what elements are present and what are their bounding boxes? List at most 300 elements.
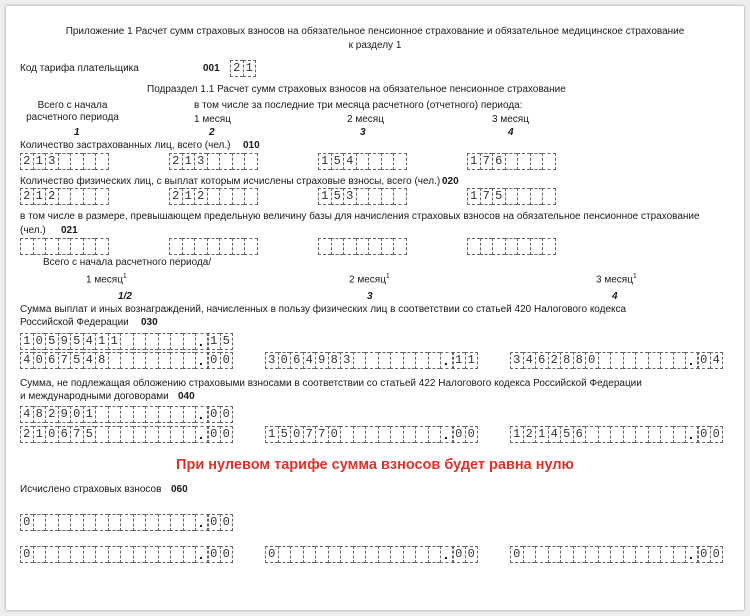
row040-m2-sep: . [444, 426, 448, 442]
digit-cell [378, 546, 391, 563]
digit-cell [83, 514, 96, 531]
row020-m3-cells[interactable] [467, 188, 556, 205]
row030-m2-int[interactable] [265, 352, 454, 369]
digit-cell: 6 [573, 426, 586, 443]
row040-label1: Сумма, не подлежащая обложению страховыми взносами в соответствии со статьей 422 Налогового кодекса Российской Федерации [20, 378, 642, 389]
digit-cell [390, 426, 403, 443]
digit-cell: 8 [33, 406, 46, 423]
digit-cell: 6 [58, 426, 71, 443]
digit-cell [673, 352, 686, 369]
digit-cell [428, 546, 441, 563]
digit-cell: 1 [33, 188, 46, 205]
digit-cell: 5 [331, 153, 344, 170]
digit-cell [393, 153, 407, 170]
digit-cell [290, 546, 303, 563]
digit-cell [244, 188, 258, 205]
digit-cell [328, 546, 341, 563]
digit-cell [523, 546, 536, 563]
row030-total-dec[interactable] [207, 333, 233, 350]
col-month3: 3 месяц [492, 114, 529, 125]
digit-cell: 0 [290, 426, 303, 443]
digit-cell: 2 [45, 406, 58, 423]
digit-cell: 5 [70, 352, 83, 369]
col-num-3: 3 [360, 127, 366, 138]
digit-cell [133, 352, 146, 369]
digit-cell: 7 [303, 426, 316, 443]
digit-cell: 2 [548, 352, 561, 369]
row040-total-dec[interactable] [207, 406, 233, 423]
digit-cell [353, 546, 366, 563]
digit-cell: 0 [585, 352, 598, 369]
digit-cell: 4 [523, 352, 536, 369]
digit-cell [70, 188, 83, 205]
digit-cell [95, 188, 109, 205]
digit-cell [232, 238, 245, 255]
digit-cell [660, 352, 673, 369]
digit-cell [45, 514, 58, 531]
digit-cell: 2 [194, 188, 207, 205]
digit-cell: 2 [20, 188, 33, 205]
row030-total-sep: . [199, 333, 203, 349]
digit-cell [70, 514, 83, 531]
row020-m1-cells[interactable] [169, 188, 258, 205]
digit-cell: 0 [697, 546, 710, 563]
digit-cell [381, 188, 394, 205]
row030-total-int[interactable] [20, 333, 209, 350]
digit-cell [108, 546, 121, 563]
digit-cell [58, 238, 71, 255]
row020-label: Количество физических лиц, с выплат которым исчислены страховые взносы, всего (чел.) [20, 176, 441, 187]
digit-cell: 3 [340, 352, 353, 369]
row040-m1-sep: . [199, 426, 203, 442]
row040-code: 040 [178, 391, 195, 402]
digit-cell [120, 352, 133, 369]
digit-cell [133, 406, 146, 423]
digit-cell [585, 426, 598, 443]
digit-cell [573, 546, 586, 563]
money-month2-sup: 1 [385, 273, 390, 280]
digit-cell [548, 546, 561, 563]
digit-cell [610, 352, 623, 369]
row040-m3-sep: . [689, 426, 693, 442]
digit-cell [95, 153, 109, 170]
digit-cell [207, 188, 220, 205]
digit-cell: 9 [58, 333, 71, 350]
months-caption: в том числе за последние три месяца расчетного (отчетного) периода: [194, 100, 523, 111]
digit-cell: 4 [710, 352, 724, 369]
digit-cell: 8 [95, 352, 108, 369]
money-month1-text: 1 месяц [86, 274, 123, 286]
digit-cell [535, 546, 548, 563]
digit-cell [403, 546, 416, 563]
digit-cell: 4 [83, 352, 96, 369]
digit-cell [170, 546, 183, 563]
digit-cell: 0 [33, 333, 46, 350]
digit-cell: 7 [480, 188, 493, 205]
digit-cell [415, 546, 428, 563]
digit-cell [530, 238, 543, 255]
digit-cell [542, 153, 556, 170]
digit-cell [158, 352, 171, 369]
row060-m2-int[interactable] [265, 546, 454, 563]
tariff-cells[interactable] [230, 60, 256, 77]
row060-m1-sep: . [199, 546, 203, 562]
digit-cell [58, 188, 71, 205]
digit-cell: 3 [45, 153, 58, 170]
row040-total-sep: . [199, 406, 203, 422]
row060-total-int[interactable] [20, 514, 209, 531]
row040-total-int[interactable] [20, 406, 209, 423]
form-title-line1: Приложение 1 Расчет сумм страховых взносов на обязательное пенсионное страхование и обязательное медицинское страхование [65, 26, 685, 37]
digit-cell [428, 426, 441, 443]
digit-cell [58, 514, 71, 531]
digit-cell [340, 546, 353, 563]
row021-code: 021 [61, 225, 78, 236]
digit-cell: 0 [45, 426, 58, 443]
digit-cell: 1 [318, 188, 331, 205]
col-month1: 1 месяц [194, 114, 231, 125]
digit-cell [170, 426, 183, 443]
digit-cell: 1 [83, 406, 96, 423]
digit-cell [353, 426, 366, 443]
digit-cell [133, 333, 146, 350]
digit-cell [403, 426, 416, 443]
digit-cell: 1 [467, 188, 480, 205]
digit-cell: 0 [697, 426, 710, 443]
digit-cell [207, 238, 220, 255]
digit-cell [381, 238, 394, 255]
row010-m2-cells[interactable] [318, 153, 407, 170]
col-month2: 2 месяц [347, 114, 384, 125]
digit-cell: 4 [303, 352, 316, 369]
digit-cell [278, 546, 291, 563]
digit-cell: 4 [20, 406, 33, 423]
row040-m3-dec[interactable] [697, 426, 723, 443]
digit-cell: 0 [207, 514, 220, 531]
money-num-12: 1/2 [118, 291, 132, 302]
row010-m3-cells[interactable] [467, 153, 556, 170]
zero-tariff-note: При нулевом тарифе сумма взносов будет равна нулю [176, 457, 574, 473]
digit-cell [610, 426, 623, 443]
digit-cell: 8 [573, 352, 586, 369]
row040-m1-dec[interactable] [207, 426, 233, 443]
digit-cell [232, 153, 245, 170]
digit-cell [492, 238, 505, 255]
digit-cell [95, 238, 109, 255]
digit-cell: 2 [20, 153, 33, 170]
row060-total-sep: . [199, 514, 203, 530]
digit-cell [219, 188, 232, 205]
digit-cell [343, 238, 356, 255]
col-num-2: 2 [209, 127, 215, 138]
col-num-4: 4 [508, 127, 514, 138]
digit-cell [303, 546, 316, 563]
digit-cell [158, 426, 171, 443]
digit-cell [356, 153, 369, 170]
digit-cell: 0 [70, 406, 83, 423]
digit-cell: 1 [182, 153, 195, 170]
digit-cell [108, 406, 121, 423]
digit-cell [368, 153, 381, 170]
digit-cell [219, 238, 232, 255]
digit-cell [356, 188, 369, 205]
row021-label2: (чел.) [20, 225, 46, 236]
digit-cell [598, 546, 611, 563]
digit-cell [33, 546, 46, 563]
row060-total-dec[interactable] [207, 514, 233, 531]
digit-cell [623, 426, 636, 443]
digit-cell [145, 333, 158, 350]
digit-cell: 1 [182, 188, 195, 205]
digit-cell [530, 153, 543, 170]
digit-cell [133, 546, 146, 563]
digit-cell [158, 514, 171, 531]
digit-cell [45, 546, 58, 563]
row030-m3-dec[interactable] [697, 352, 723, 369]
row040-m1-int[interactable] [20, 426, 209, 443]
digit-cell [158, 406, 171, 423]
money-num-3: 3 [367, 291, 373, 302]
row020-m2-cells[interactable] [318, 188, 407, 205]
row030-m1-sep: . [199, 352, 203, 368]
digit-cell [635, 546, 648, 563]
row021-m3-cells[interactable] [467, 238, 556, 255]
digit-cell [244, 238, 258, 255]
digit-cell: 0 [710, 546, 724, 563]
digit-cell [58, 153, 71, 170]
digit-cell: 7 [315, 426, 328, 443]
digit-cell: 2 [45, 188, 58, 205]
digit-cell: 1 [108, 333, 121, 350]
digit-cell [623, 546, 636, 563]
digit-cell: 5 [278, 426, 291, 443]
digit-cell [598, 426, 611, 443]
digit-cell [378, 352, 391, 369]
digit-cell [95, 546, 108, 563]
row021-label: в том числе в размере, превышающем предельную величину базы для начисления страховых взносов на обязательное пенсионное страхование [20, 211, 700, 222]
digit-cell: 2 [20, 426, 33, 443]
digit-cell [318, 238, 331, 255]
digit-cell: 1 [452, 352, 465, 369]
digit-cell: 1 [243, 60, 257, 77]
money-month3-text: 3 месяц [596, 274, 633, 286]
row020-code: 020 [442, 176, 459, 187]
digit-cell: 0 [697, 352, 710, 369]
form-title-line2: к разделу 1 [348, 40, 402, 51]
digit-cell: 8 [560, 352, 573, 369]
digit-cell [95, 514, 108, 531]
digit-cell [365, 546, 378, 563]
money-month3 [596, 271, 637, 286]
digit-cell [58, 546, 71, 563]
row010-label: Количество застрахованных лиц, всего (чел.) [20, 140, 231, 151]
row010-code: 010 [243, 140, 260, 151]
digit-cell: 5 [70, 333, 83, 350]
digit-cell: 0 [220, 426, 234, 443]
digit-cell: 1 [510, 426, 523, 443]
digit-cell: 1 [265, 426, 278, 443]
digit-cell: 0 [33, 352, 46, 369]
digit-cell [390, 546, 403, 563]
digit-cell [120, 426, 133, 443]
digit-cell [542, 238, 556, 255]
digit-cell [673, 546, 686, 563]
digit-cell [145, 426, 158, 443]
digit-cell [660, 426, 673, 443]
digit-cell: 6 [492, 153, 505, 170]
digit-cell [530, 188, 543, 205]
row030-m2-sep: . [444, 352, 448, 368]
row060-m2-dec[interactable] [452, 546, 478, 563]
digit-cell [660, 546, 673, 563]
digit-cell: 8 [328, 352, 341, 369]
digit-cell: 0 [207, 546, 220, 563]
digit-cell: 2 [169, 153, 182, 170]
row010-m1-cells[interactable] [169, 153, 258, 170]
digit-cell [108, 352, 121, 369]
digit-cell [232, 188, 245, 205]
digit-cell: 0 [220, 406, 234, 423]
digit-cell [505, 188, 518, 205]
digit-cell: 0 [710, 426, 724, 443]
digit-cell [635, 352, 648, 369]
row020-total-cells[interactable] [20, 188, 109, 205]
digit-cell: 0 [328, 426, 341, 443]
row030-m1-int[interactable] [20, 352, 209, 369]
digit-cell [542, 188, 556, 205]
digit-cell: 0 [465, 426, 479, 443]
digit-cell [158, 333, 171, 350]
digit-cell: 0 [20, 514, 33, 531]
digit-cell [365, 352, 378, 369]
row030-m3-int[interactable] [510, 352, 699, 369]
row040-m3-int[interactable] [510, 426, 699, 443]
digit-cell [183, 406, 196, 423]
row040-m2-dec[interactable] [452, 426, 478, 443]
digit-cell [120, 333, 133, 350]
row021-m2-cells[interactable] [318, 238, 407, 255]
tariff-code: 001 [203, 63, 220, 74]
digit-cell: 1 [318, 153, 331, 170]
digit-cell: 1 [465, 352, 479, 369]
row060-m1-dec[interactable] [207, 546, 233, 563]
digit-cell [183, 352, 196, 369]
row030-code: 030 [141, 317, 158, 328]
digit-cell [610, 546, 623, 563]
row030-m3-sep: . [689, 352, 693, 368]
row021-m1-cells[interactable] [169, 238, 258, 255]
digit-cell [83, 546, 96, 563]
digit-cell [623, 352, 636, 369]
digit-cell [585, 546, 598, 563]
digit-cell [158, 546, 171, 563]
row060-code: 060 [171, 484, 188, 495]
digit-cell [415, 352, 428, 369]
digit-cell [83, 153, 96, 170]
digit-cell [169, 238, 182, 255]
digit-cell [467, 238, 480, 255]
digit-cell [517, 153, 530, 170]
digit-cell [83, 238, 96, 255]
digit-cell [33, 238, 46, 255]
digit-cell [635, 426, 648, 443]
digit-cell: 2 [169, 188, 182, 205]
money-total-label: Всего с начала расчетного периода/ [43, 257, 212, 268]
row060-m3-dec[interactable] [697, 546, 723, 563]
row040-label2: и международными договорами [20, 391, 169, 402]
digit-cell: 0 [207, 406, 220, 423]
row030-m1-dec[interactable] [207, 352, 233, 369]
digit-cell [95, 426, 108, 443]
digit-cell [70, 153, 83, 170]
digit-cell: 2 [230, 60, 243, 77]
digit-cell: 5 [220, 333, 234, 350]
digit-cell: 0 [220, 352, 234, 369]
row030-m2-dec[interactable] [452, 352, 478, 369]
digit-cell [95, 406, 108, 423]
digit-cell: 4 [20, 352, 33, 369]
digit-cell [517, 188, 530, 205]
row060-m3-int[interactable] [510, 546, 699, 563]
money-month1-sup: 1 [122, 273, 127, 280]
digit-cell [331, 238, 344, 255]
row010-total-cells[interactable] [20, 153, 109, 170]
money-month2-text: 2 месяц [349, 274, 386, 286]
digit-cell [170, 406, 183, 423]
digit-cell: 3 [510, 352, 523, 369]
digit-cell [45, 238, 58, 255]
row030-label1: Сумма выплат и иных вознаграждений, начисленных в пользу физических лиц в соответствии со статьей 420 Налогового кодекса [20, 304, 627, 315]
digit-cell [145, 406, 158, 423]
col-num-1: 1 [74, 127, 80, 138]
col-total-label-1: Всего с начала [37, 100, 108, 111]
digit-cell: 6 [45, 352, 58, 369]
digit-cell: 0 [452, 426, 465, 443]
digit-cell [170, 514, 183, 531]
digit-cell [365, 426, 378, 443]
digit-cell [207, 153, 220, 170]
digit-cell [517, 238, 530, 255]
digit-cell [183, 546, 196, 563]
digit-cell: 1 [95, 333, 108, 350]
row060-m3-sep: . [689, 546, 693, 562]
digit-cell [393, 188, 407, 205]
digit-cell [145, 352, 158, 369]
digit-cell: 3 [194, 153, 207, 170]
digit-cell: 4 [343, 153, 356, 170]
digit-cell: 0 [465, 546, 479, 563]
digit-cell: 1 [20, 333, 33, 350]
digit-cell: 4 [548, 426, 561, 443]
row060-m1-int[interactable] [20, 546, 209, 563]
subsection-title: Подраздел 1.1 Расчет сумм страховых взносов на обязательное пенсионное страхование [147, 84, 566, 95]
digit-cell: 1 [33, 426, 46, 443]
row060-label: Исчислено страховых взносов [20, 484, 162, 495]
digit-cell [194, 238, 207, 255]
digit-cell [505, 238, 518, 255]
digit-cell [183, 426, 196, 443]
digit-cell: 9 [315, 352, 328, 369]
money-month3-sup: 1 [632, 273, 637, 280]
row021-total-cells[interactable] [20, 238, 109, 255]
row040-m2-int[interactable] [265, 426, 454, 443]
digit-cell: 5 [331, 188, 344, 205]
digit-cell: 1 [467, 153, 480, 170]
digit-cell [673, 426, 686, 443]
digit-cell: 3 [343, 188, 356, 205]
digit-cell: 0 [220, 546, 234, 563]
digit-cell: 0 [452, 546, 465, 563]
